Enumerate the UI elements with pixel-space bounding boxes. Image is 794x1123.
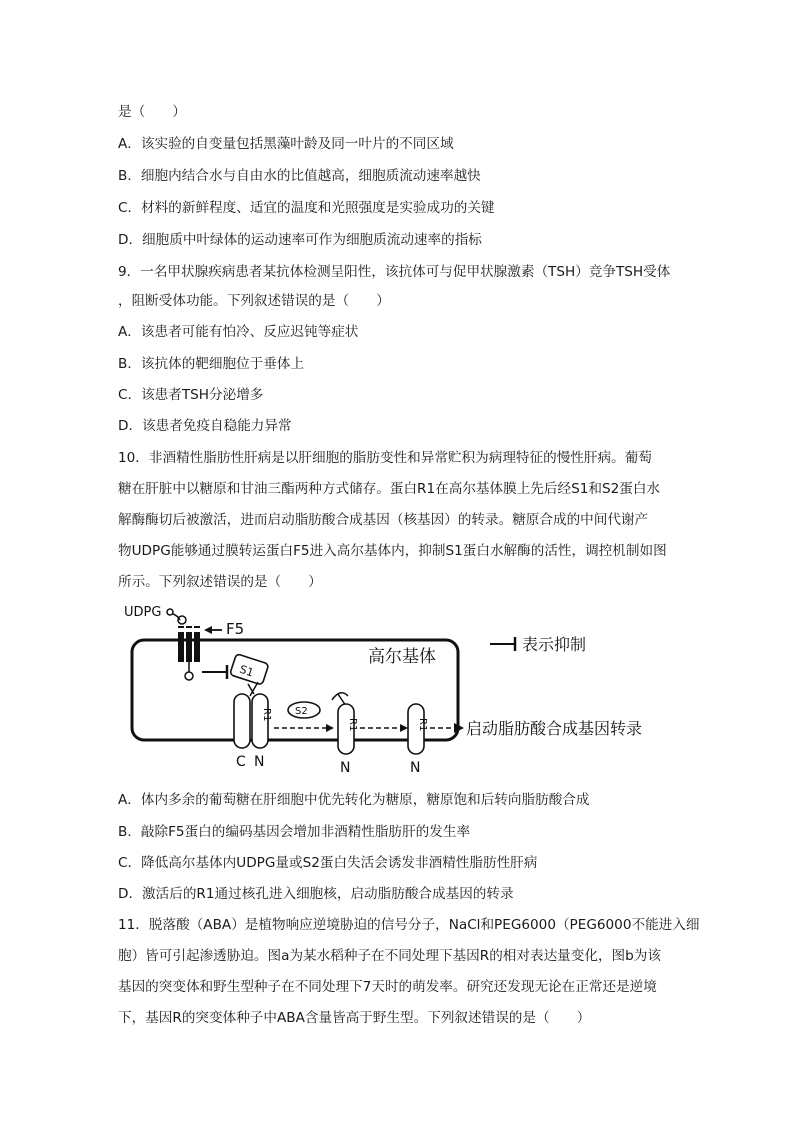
q9-option-a: A．该患者可能有怕冷、反应迟钝等症状 (118, 324, 359, 340)
golgi-label: 高尔基体 (368, 647, 436, 667)
r1-c-segment-icon (234, 694, 250, 748)
s1-label: S1 (237, 662, 256, 680)
transcription-label: 启动脂肪酸合成基因转录 (466, 719, 643, 738)
f5-arrowhead-icon (204, 626, 212, 634)
q10-option-a: A．体内多余的葡萄糖在肝细胞中优先转化为糖原，糖原饱和后转向脂肪酸合成 (118, 792, 590, 808)
n-label-1: N (254, 754, 265, 770)
q8-stem-tail: 是（ ） (118, 104, 186, 120)
q8-option-b: B．细胞内结合水与自由水的比值越高，细胞质流动速率越快 (118, 168, 481, 184)
q11-stem-line-4: 下，基因R的突变体种子中ABA含量皆高于野生型。下列叙述错误的是（ ） (118, 1010, 591, 1026)
q10-stem-line-4: 物UDPG能够通过膜转运蛋白F5进入高尔基体内，抑制S1蛋白水解酶的活性，调控机制如图 (118, 543, 667, 559)
q9-option-c: C．该患者TSH分泌增多 (118, 387, 264, 403)
r1-label-3: R1 (417, 718, 428, 732)
legend-label: 表示抑制 (522, 635, 587, 654)
q9-option-b: B．该抗体的靶细胞位于垂体上 (118, 356, 305, 372)
q9-stem-line-1: 9．一名甲状腺疾病患者某抗体检测呈阳性，该抗体可与促甲状腺激素（TSH）竞争TSH受体 (118, 264, 671, 280)
q10-option-d: D．激活后的R1通过核孔进入细胞核，启动脂肪酸合成基因的转录 (118, 886, 514, 902)
activation-arrowhead-2-icon (400, 724, 408, 732)
golgi-regulation-diagram (118, 600, 678, 780)
f5-transporter-icon (175, 626, 203, 680)
q10-stem-line-1: 10．非酒精性脂肪性肝病是以肝细胞的脂肪变性和异常贮积为病理特征的慢性肝病。葡萄 (118, 450, 652, 466)
n-label-2: N (340, 760, 351, 776)
q10-stem-line-3: 解酶酶切后被激活，进而启动脂肪酸合成基因（核基因）的转录。糖原合成的中间代谢产 (118, 512, 649, 528)
q11-stem-line-3: 基因的突变体和野生型种子在不同处理下7天时的萌发率。研究还发现无论在正常还是逆境 (118, 979, 657, 995)
q11-stem-line-1: 11．脱落酸（ABA）是植物响应逆境胁迫的信号分子，NaCl和PEG6000（PEG6000不能进入细 (118, 917, 700, 933)
udpg-molecule-icon (167, 609, 173, 615)
q8-option-a: A．该实验的自变量包括黑藻叶龄及同一叶片的不同区域 (118, 136, 454, 152)
q10-stem-line-5: 所示。下列叙述错误的是（ ） (118, 574, 322, 590)
s2-label: S2 (295, 706, 308, 717)
q9-stem-line-2: ，阻断受体功能。下列叙述错误的是（ ） (118, 293, 390, 309)
q11-stem-line-2: 胞）皆可引起渗透胁迫。图a为某水稻种子在不同处理下基因R的相对表达量变化，图b为该 (118, 948, 661, 964)
q10-option-b: B．敲除F5蛋白的编码基因会增加非酒精性脂肪肝的发生率 (118, 824, 471, 840)
f5-label: F5 (226, 620, 245, 638)
n-label-3: N (410, 760, 421, 776)
q10-stem-line-2: 糖在肝脏中以糖原和甘油三酯两种方式储存。蛋白R1在高尔基体膜上先后经S1和S2蛋白水 (118, 481, 661, 497)
udpg-label: UDPG (124, 605, 162, 620)
r1-label-1: R1 (261, 708, 272, 722)
r1-label-2: R1 (347, 718, 358, 732)
activation-arrowhead-1-icon (326, 724, 334, 732)
c-label: C (236, 754, 246, 770)
q9-option-d: D．该患者免疫自稳能力异常 (118, 418, 292, 434)
q8-option-c: C．材料的新鲜程度、适宜的温度和光照强度是实验成功的关键 (118, 200, 495, 216)
q8-option-d: D．细胞质中叶绿体的运动速率可作为细胞质流动速率的指标 (118, 232, 482, 248)
q10-option-c: C．降低高尔基体内UDPG量或S2蛋白失活会诱发非酒精性脂肪性肝病 (118, 855, 538, 871)
